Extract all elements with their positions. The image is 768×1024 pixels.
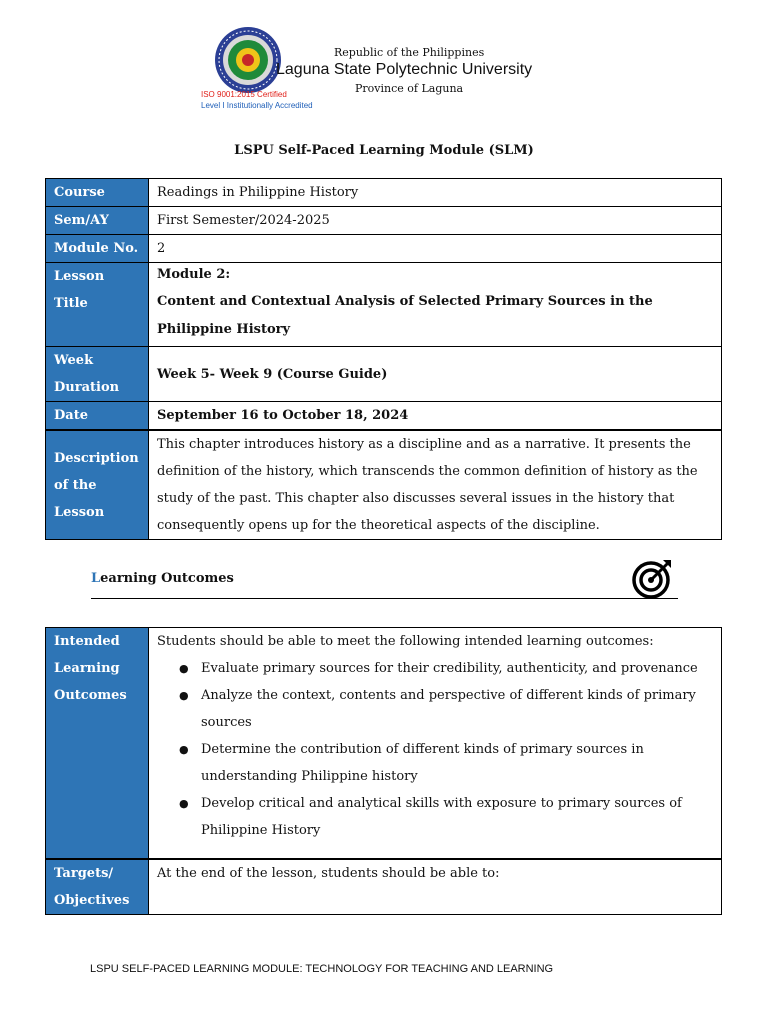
page-footer: LSPU SELF-PACED LEARNING MODULE: TECHNOLOGY FOR TEACHING AND LEARNING <box>90 963 554 975</box>
description-value: This chapter introduces history as a discipline and as a narrative. It presents the definition of the history, which transcends the common definition of history as the study of the past. This chapter also discusses several issues in the history that consequently opens up for the theoretical aspects of the discipline. <box>149 430 722 540</box>
ilo-value <box>149 628 722 860</box>
accreditation-level: Level I Institutionally Accredited <box>201 101 313 110</box>
lesson-title-label: Lesson Title <box>46 263 149 347</box>
description-label: Description of the Lesson <box>46 430 149 540</box>
learning-outcomes-heading <box>91 571 234 586</box>
list-item: ● Evaluate primary sources for their credibility, authenticity, and provenance <box>179 655 713 682</box>
ilo-list <box>157 655 713 844</box>
table-row <box>46 263 722 347</box>
list-item: ● Analyze the context, contents and perspective of different kinds of primary sources <box>179 682 713 736</box>
heading-rule <box>91 598 678 599</box>
outcomes-table <box>45 627 722 915</box>
table-row <box>46 430 722 540</box>
target-icon <box>631 556 675 600</box>
lesson-module-number: Module 2: <box>157 267 231 282</box>
table-row <box>46 347 722 402</box>
date-value: September 16 to October 18, 2024 <box>149 402 722 431</box>
course-value: Readings in Philippine History <box>149 179 722 207</box>
table-row <box>46 207 722 235</box>
course-label: Course <box>46 179 149 207</box>
ilo-label: Intended Learning Outcomes <box>46 628 149 860</box>
heading-initial: L <box>91 571 101 586</box>
table-row <box>46 179 722 207</box>
table-row <box>46 859 722 915</box>
lesson-title-text: Content and Contextual Analysis of Selected Primary Sources in the Philippine History <box>157 294 653 337</box>
table-row <box>46 628 722 860</box>
list-item: ● Determine the contribution of different kinds of primary sources in understanding Philippine history <box>179 736 713 790</box>
ilo-intro: Students should be able to meet the following intended learning outcomes: <box>157 634 654 649</box>
week-duration-label: Week Duration <box>46 347 149 402</box>
module-no-label: Module No. <box>46 235 149 263</box>
targets-label: Targets/ Objectives <box>46 859 149 915</box>
targets-value: At the end of the lesson, students should be able to: <box>149 859 722 915</box>
university-name: Laguna State Polytechnic University <box>276 61 533 78</box>
module-no-value: 2 <box>149 235 722 263</box>
sem-value: First Semester/2024-2025 <box>149 207 722 235</box>
sem-label: Sem/AY <box>46 207 149 235</box>
list-item: ● Develop critical and analytical skills with exposure to primary sources of Philippine History <box>179 790 713 844</box>
week-duration-value: Week 5- Week 9 (Course Guide) <box>149 347 722 402</box>
module-info-table <box>45 178 722 540</box>
table-row <box>46 235 722 263</box>
page-title: LSPU Self-Paced Learning Module (SLM) <box>234 143 534 158</box>
table-row <box>46 402 722 431</box>
republic-line: Republic of the Philippines <box>334 46 485 59</box>
heading-rest: earning Outcomes <box>100 571 234 586</box>
province-line: Province of Laguna <box>355 82 464 95</box>
iso-certification: ISO 9001:2015 Certified <box>201 90 287 99</box>
date-label: Date <box>46 402 149 431</box>
university-seal-logo <box>214 26 282 94</box>
lesson-title-value <box>149 263 722 347</box>
